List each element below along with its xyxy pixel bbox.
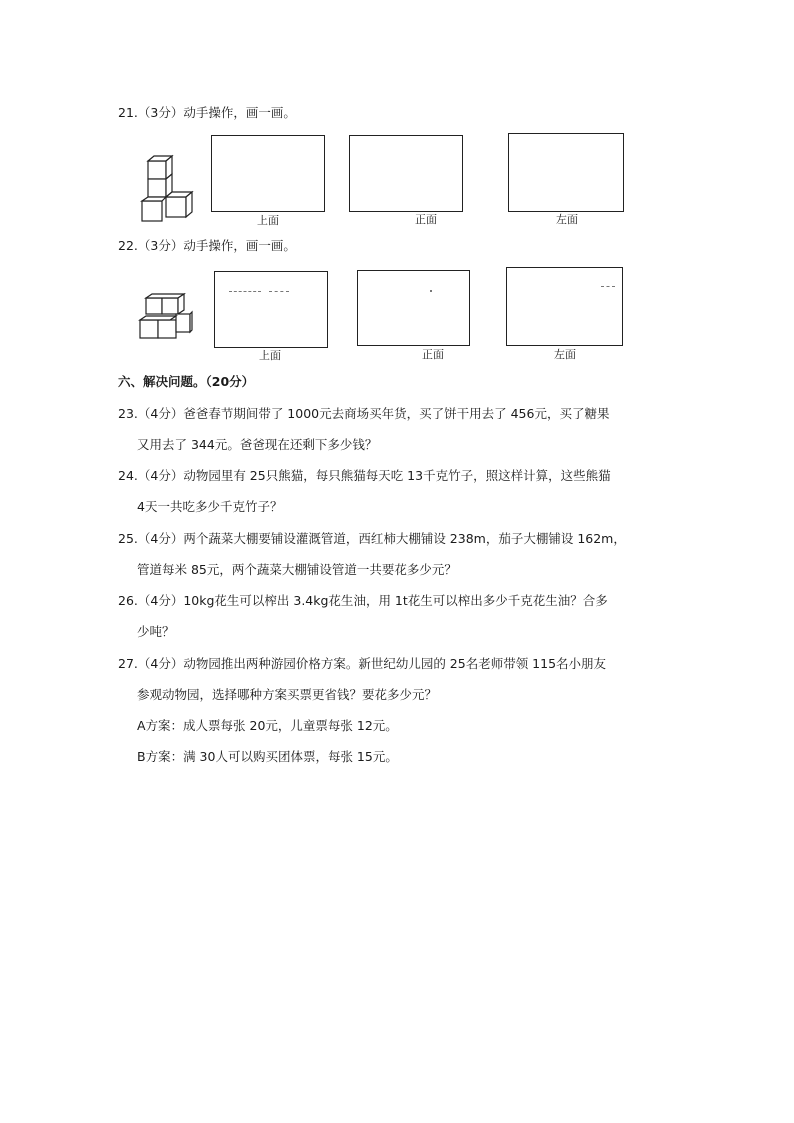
q24-line2: 4天一共吃多少千克竹子？ xyxy=(137,499,283,514)
q23-line2: 又用去了 344元。爸爸现在还剩下多少钱？ xyxy=(137,437,378,452)
q26-line2: 少吨？ xyxy=(137,624,175,639)
q27-line1: 27.（4分）动物园推出两种游园价格方案。新世纪幼儿园的 25名老师带领 115名小朋友 xyxy=(118,656,607,671)
q21-label-front: 正面 xyxy=(415,213,437,226)
q27-plan-a: A方案：成人票每张 20元，儿童票每张 12元。 xyxy=(137,718,398,733)
q21-top-view-box[interactable] xyxy=(211,135,325,212)
q21-label-top: 上面 xyxy=(257,214,279,227)
q22-text: 22.（3分）动手操作，画一画。 xyxy=(118,238,296,253)
q21-front-view-box[interactable] xyxy=(349,135,463,212)
q22-front-dot xyxy=(430,290,432,292)
q22-front-view-box[interactable] xyxy=(357,270,470,346)
q22-top-view-box[interactable] xyxy=(214,271,328,348)
q23-line1: 23.（4分）爸爸春节期间带了 1000元去商场买年货，买了饼干用去了 456元，买了糖果 xyxy=(118,406,610,421)
q27-plan-b: B方案：满 30人可以购买团体票，每张 15元。 xyxy=(137,749,398,764)
q22-top-dash-1 xyxy=(229,291,261,292)
q22-cube-figure xyxy=(138,290,194,345)
section-title: 六、解决问题。（20分） xyxy=(118,374,255,389)
q25-line2: 管道每米 85元，两个蔬菜大棚铺设管道一共要花多少元？ xyxy=(137,562,457,577)
q26-line1: 26.（4分）10kg花生可以榨出 3.4kg花生油，用 1t花生可以榨出多少千克花生油？合多 xyxy=(118,593,608,608)
q21-label-left: 左面 xyxy=(556,213,578,226)
q22-left-view-box[interactable] xyxy=(506,267,623,346)
q22-top-dash-2 xyxy=(269,291,289,292)
q21-cube-figure xyxy=(138,153,194,225)
q27-line2: 参观动物园，选择哪种方案买票更省钱？要花多少元？ xyxy=(137,687,438,702)
q22-label-front: 正面 xyxy=(422,348,444,361)
q22-label-top: 上面 xyxy=(259,349,281,362)
q24-line1: 24.（4分）动物园里有 25只熊猫，每只熊猫每天吃 13千克竹子，照这样计算，这些熊猫 xyxy=(118,468,611,483)
q25-line1: 25.（4分）两个蔬菜大棚要铺设灌溉管道，西红柿大棚铺设 238m，茄子大棚铺设 162m， xyxy=(118,531,626,546)
q22-left-dash xyxy=(601,286,615,287)
q21-text: 21.（3分）动手操作，画一画。 xyxy=(118,105,296,120)
q21-left-view-box[interactable] xyxy=(508,133,624,212)
q22-label-left: 左面 xyxy=(554,348,576,361)
